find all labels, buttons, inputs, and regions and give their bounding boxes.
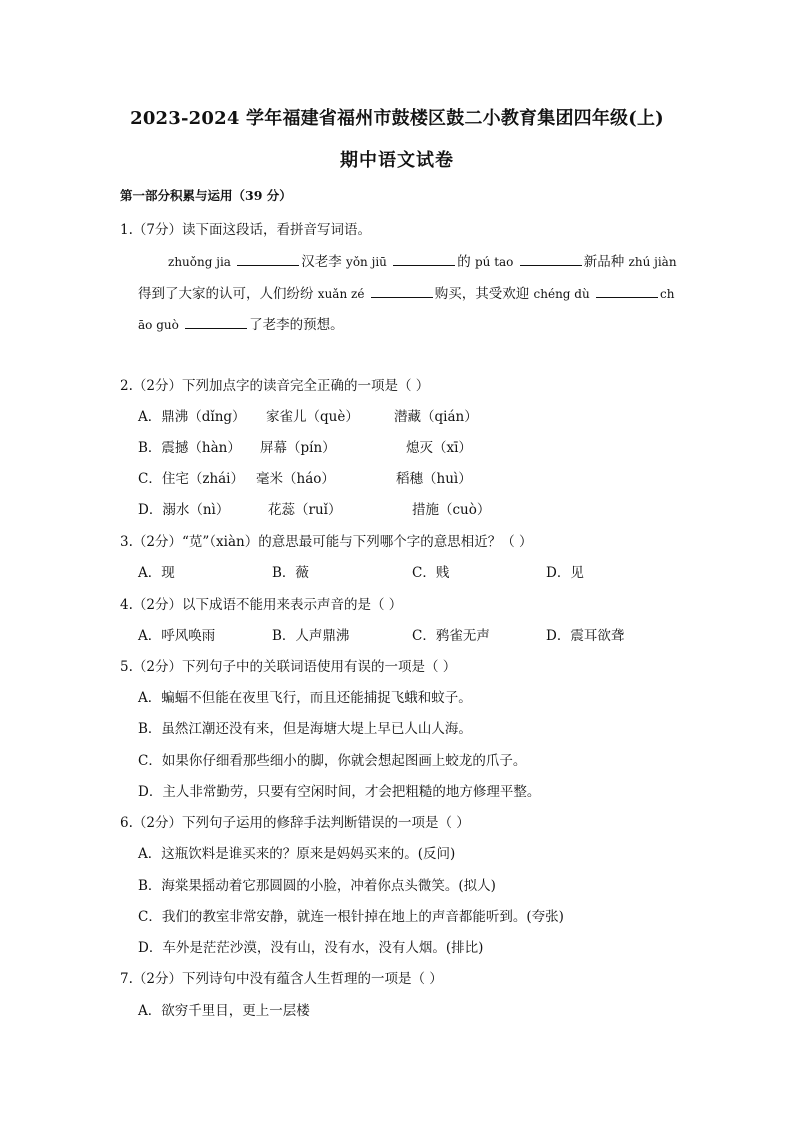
option-part: 花蕊（ruǐ） xyxy=(268,502,342,518)
question-1-line2 xyxy=(138,282,674,302)
question-5-option-a[interactable]: A．蝙蝠不但能在夜里飞行，而且还能捕捉飞蛾和蚊子。 xyxy=(138,690,472,706)
question-5-option-d[interactable]: D．主人非常勤劳，只要有空闲时间，才会把粗糙的地方修理平整。 xyxy=(138,784,541,800)
option-d[interactable]: D．见 xyxy=(546,565,584,581)
option-b[interactable]: B．人声鼎沸 xyxy=(272,628,350,644)
answer-blank[interactable] xyxy=(185,316,247,329)
option-part: 屏幕（pín） xyxy=(260,440,336,456)
pinyin: zhú jiàn xyxy=(628,255,677,269)
question-2-stem: 2.（2分）下列加点字的读音完全正确的一项是（ ） xyxy=(120,378,430,394)
pinyin: yǒn jiū xyxy=(346,255,387,269)
exam-title-line1: 2023-2024 学年福建省福州市鼓楼区鼓二小教育集团四年级(上) xyxy=(130,108,664,129)
question-4-stem: 4.（2分）以下成语不能用来表示声音的是（ ） xyxy=(120,597,403,613)
question-6-option-a[interactable]: A．这瓶饮料是谁买来的？原来是妈妈买来的。(反问) xyxy=(138,846,456,862)
text: 得到了大家的认可，人们纷纷 xyxy=(138,286,314,302)
pinyin: zhuǒng jia xyxy=(168,255,231,269)
option-a[interactable]: A．现 xyxy=(138,565,175,581)
option-part: 措施（cuò） xyxy=(412,502,491,518)
answer-blank[interactable] xyxy=(237,253,299,266)
option-part: A．鼎沸（dǐng） xyxy=(138,409,246,425)
text: 汉老李 xyxy=(301,254,342,270)
exam-title-line2: 期中语文试卷 xyxy=(340,150,454,171)
pinyin: ch xyxy=(660,287,675,301)
option-c[interactable]: C．鸦雀无声 xyxy=(412,628,490,644)
question-6-option-d[interactable]: D．车外是茫茫沙漠，没有山，没有水，没有人烟。(排比) xyxy=(138,940,484,956)
text: 新品种 xyxy=(583,254,625,270)
option-d[interactable]: D．震耳欲聋 xyxy=(546,628,625,644)
question-7-option-a[interactable]: A．欲穷千里目，更上一层楼 xyxy=(138,1003,310,1019)
option-a[interactable]: A．呼风唤雨 xyxy=(138,628,216,644)
question-6-option-c[interactable]: C．我们的教室非常安静，就连一根针掉在地上的声音都能听到。(夸张) xyxy=(138,909,564,925)
option-part: D．溺水（nì） xyxy=(138,502,230,518)
text: 的 xyxy=(457,254,471,270)
question-5-option-c[interactable]: C．如果你仔细看那些细小的脚，你就会想起图画上蛟龙的爪子。 xyxy=(138,753,527,769)
option-c[interactable]: C．贱 xyxy=(412,565,450,581)
question-6-stem: 6.（2分）下列句子运用的修辞手法判断错误的一项是（ ） xyxy=(120,815,470,831)
question-1-stem: 1.（7分）读下面这段话，看拼音写词语。 xyxy=(120,222,371,238)
question-6-option-b[interactable]: B．海棠果摇动着它那圆圆的小脸，冲着你点头微笑。(拟人) xyxy=(138,878,496,894)
option-part: B．震撼（hàn） xyxy=(138,440,241,456)
question-7-stem: 7.（2分）下列诗句中没有蕴含人生哲理的一项是（ ） xyxy=(120,971,443,987)
pinyin: xuǎn zé xyxy=(317,287,365,301)
section-heading: 第一部分积累与运用（39 分） xyxy=(120,188,292,203)
option-part: 潜藏（qián） xyxy=(394,409,478,425)
question-5-stem: 5.（2分）下列句子中的关联词语使用有误的一项是（ ） xyxy=(120,659,457,675)
question-5-option-b[interactable]: B．虽然江潮还没有来，但是海塘大堤上早已人山人海。 xyxy=(138,721,472,737)
question-3-stem: 3.（2分）“苋”（xiàn）的意思最可能与下列哪个字的意思相近？（ ） xyxy=(120,534,533,550)
pinyin: pú tao xyxy=(474,255,514,269)
answer-blank[interactable] xyxy=(520,253,582,266)
pinyin: chéng dù xyxy=(533,287,590,301)
option-part: 家雀儿（què） xyxy=(266,409,359,425)
pinyin: āo guò xyxy=(138,318,179,332)
text: 了老李的预想。 xyxy=(249,317,344,333)
question-1-line1 xyxy=(168,250,677,270)
answer-blank[interactable] xyxy=(371,285,433,298)
question-1-line3 xyxy=(138,313,344,333)
option-part: 熄灭（xī） xyxy=(406,440,472,456)
option-b[interactable]: B．薇 xyxy=(272,565,309,581)
option-part: 毫米（háo） xyxy=(256,471,335,487)
answer-blank[interactable] xyxy=(393,253,455,266)
text: 购买，其受欢迎 xyxy=(434,286,530,302)
option-part: 稻穗（huì） xyxy=(396,471,472,487)
answer-blank[interactable] xyxy=(596,285,658,298)
option-part: C．住宅（zhái） xyxy=(138,471,245,487)
